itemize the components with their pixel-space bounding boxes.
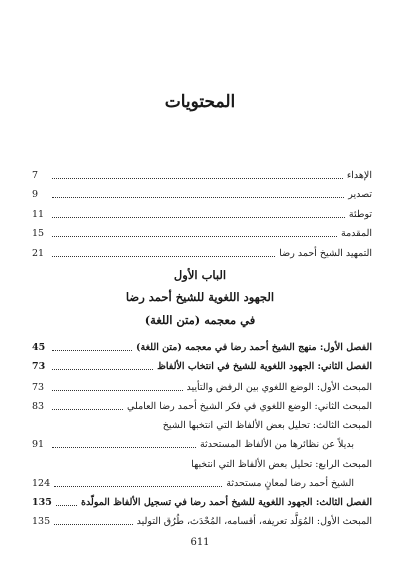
- toc-entry-label: المقدمة: [340, 228, 372, 239]
- toc-entry-label: تصدير: [348, 189, 372, 200]
- dot-leader: [52, 255, 275, 257]
- dot-leader: [54, 523, 133, 525]
- toc-entry-label: المبحث الأول: المُوَلَّد تعريفه، أقسامه، المُحْدَث، طُرُق التوليد: [136, 516, 372, 527]
- toc-page-number: 83: [32, 401, 45, 412]
- toc-entry-prelude: [32, 246, 372, 260]
- part-heading-line3: في معجمه (متن اللغة): [144, 313, 256, 327]
- page-title: المحتويات: [164, 92, 236, 112]
- toc-page-number: 73: [32, 382, 45, 393]
- dot-leader: [54, 485, 222, 487]
- toc-page-number: 124: [32, 478, 51, 489]
- toc-page-number: 45: [32, 342, 46, 353]
- toc-page-number: 135: [32, 497, 52, 508]
- toc-entry-dedication: [32, 168, 372, 182]
- part-heading-line1: الباب الأول: [173, 268, 227, 282]
- dot-leader: [52, 408, 123, 410]
- toc-entry-label: توطئة: [348, 209, 372, 220]
- toc-entry-section-2-3-cont: [32, 437, 354, 451]
- dot-leader: [52, 177, 343, 179]
- toc-entry-label: الفصل الثاني: الجهود اللغوية للشيخ في انتخاب الألفاظ: [157, 361, 372, 372]
- toc-entry-section-2-4-cont: [32, 476, 354, 490]
- toc-entry-section-2-1: [32, 380, 372, 394]
- toc-entry-section-3-1: [32, 514, 372, 528]
- toc-entry-label: الفصل الثالث: الجهود اللغوية للشيخ أحمد رضا في تسجيل الألفاظ المولّدة: [80, 497, 372, 508]
- toc-entry-label: المبحث الرابع: تحليل بعض الألفاظ التي انتخبها: [191, 459, 372, 470]
- toc-page-number: 73: [32, 361, 46, 372]
- dot-leader: [52, 446, 196, 448]
- toc-entry-introduction: [32, 226, 372, 240]
- toc-entry-label: التمهيد الشيخ أحمد رضا: [279, 248, 372, 259]
- toc-page-number: 91: [32, 439, 45, 450]
- dot-leader: [52, 349, 132, 351]
- toc-entry-section-2-4: [32, 457, 372, 471]
- toc-entry-label: بديلاً عن نظائرها من الألفاظ المستحدثة: [199, 439, 354, 450]
- dot-leader: [56, 504, 77, 506]
- toc-entry-label: المبحث الثالث: تحليل بعض الألفاظ التي انتخبها الشيخ: [162, 420, 372, 431]
- toc-entry-foreword: [32, 207, 372, 221]
- toc-entry-label: الشيخ أحمد رضا لمعانٍ مستحدثة: [226, 478, 354, 489]
- dot-leader: [52, 235, 337, 237]
- toc-entry-section-2-3: [32, 418, 372, 432]
- dot-leader: [52, 368, 153, 370]
- toc-page-number: 7: [32, 170, 39, 181]
- part-heading-line2: الجهود اللغوية للشيخ أحمد رضا: [125, 290, 275, 304]
- toc-entry-chapter-3: [32, 495, 372, 509]
- toc-entry-chapter-1: [32, 340, 372, 354]
- toc-page-number: 11: [32, 209, 45, 220]
- dot-leader: [52, 216, 345, 218]
- toc-page-number: 135: [32, 516, 51, 527]
- toc-entry-label: المبحث الأول: الوضع اللغوي بين الرفض والتأييد: [186, 382, 372, 393]
- toc-entry-chapter-2: [32, 359, 372, 373]
- toc-entry-preface: [32, 187, 372, 201]
- toc-entry-section-2-2: [32, 399, 372, 413]
- toc-entry-label: الإهداء: [346, 170, 372, 181]
- page-number: 611: [190, 537, 210, 548]
- toc-entry-label: المبحث الثاني: الوضع اللغوي في فكر الشيخ أحمد رضا العاملي: [127, 401, 372, 412]
- dot-leader: [52, 196, 344, 198]
- dot-leader: [52, 389, 183, 391]
- toc-page-number: 21: [32, 248, 45, 259]
- toc-page-number: 9: [32, 189, 39, 200]
- toc-entry-label: الفصل الأول: منهج الشيخ أحمد رضا في معجمه (متن اللغة): [136, 342, 372, 353]
- toc-page-number: 15: [32, 228, 45, 239]
